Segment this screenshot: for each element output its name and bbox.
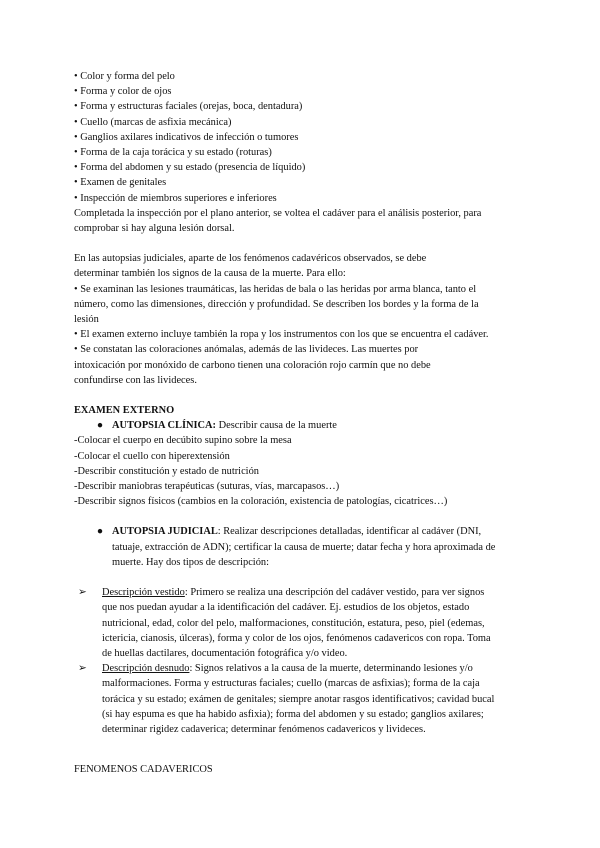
text-line: número, como las dimensiones, dirección y profundidad. Se describen los bordes y la forma de la (74, 298, 479, 310)
list-item: • Forma del abdomen y su estado (presencia de líquido) (74, 162, 306, 174)
list-item: -Describir constitución y estado de nutrición (74, 465, 259, 477)
text-line: • Se constatan las coloraciones anómalas, además de las livideces. Las muertes por (74, 344, 419, 356)
desnudo-text: : Signos relativos a la causa de la muerte, determinando lesiones y/o (189, 663, 473, 675)
text-line: comprobar si hay alguna lesión dorsal. (74, 223, 235, 235)
judicial-label: AUTOPSIA JUDICIAL (112, 526, 218, 538)
list-item: -Describir maniobras terapéuticas (suturas, vías, marcapasos…) (74, 481, 340, 493)
text-line: que nos puedan ayudar a la identificación del cadáver. Ej. estudios de los objetos, estado (102, 602, 470, 614)
bullet-icon: ● (96, 526, 104, 538)
arrow-bullet-icon: ➢ (78, 663, 87, 675)
vestido-label: Descripción vestido (102, 587, 185, 599)
section-heading-fenomenos: FENOMENOS CADAVERICOS (74, 764, 213, 776)
text-line: determinar también los signos de la causa de la muerte. Para ello: (74, 268, 346, 280)
desnudo-label: Descripción desnudo (102, 663, 190, 675)
section-heading-examen: EXAMEN EXTERNO (74, 405, 175, 417)
list-item: • Forma y estructuras faciales (orejas, boca, dentadura) (74, 101, 303, 113)
list-item: -Colocar el cuello con hiperextensión (74, 450, 230, 462)
spacer (74, 236, 526, 251)
document-page (74, 69, 526, 777)
text-line: malformaciones. Forma y estructuras faciales; cuello (marcas de asfixias); forma de la caja (102, 678, 480, 690)
text-line: intoxicación por monóxido de carbono tienen una coloración rojo carmín que no debe (74, 359, 431, 371)
text-line: ictericia, cianosis, úlceras), forma y color de los ojos, fenómenos cadavericos con ropa. Toma (102, 632, 491, 644)
clinica-items (74, 433, 526, 509)
text-line: de huellas dactilares, documentación fotográfica y/o video. (102, 647, 348, 659)
text-line: • El examen externo incluye también la ropa y los instrumentos con los que se encuentra el cadáver. (74, 329, 489, 341)
text-line: Completada la inspección por el plano anterior, se voltea el cadáver para el análisis posterior, para (74, 207, 482, 219)
list-item: • Examen de genitales (74, 177, 167, 189)
text-line: tatuaje, extracción de ADN); certificar la causa de muerte; datar fecha y hora aproximada de (112, 541, 496, 553)
text-line: nutricional, edad, color del pelo, malformaciones, constitución, estatura, peso, piel (edemas, (102, 617, 485, 629)
bullet-autopsia-judicial (88, 524, 526, 570)
arrow-item-vestido (78, 585, 526, 661)
text-line: torácica y su estado; exámen de genitales; siempre anotar rasgos identificativos; cavidad bucal (102, 693, 495, 705)
judicial-text: : Realizar descripciones detalladas, identificar al cadáver (DNI, (217, 526, 482, 538)
list-item: -Colocar el cuerpo en decúbito supino sobre la mesa (74, 435, 292, 447)
text-line: En las autopsias judiciales, aparte de los fenómenos cadavéricos observados, se debe (74, 253, 427, 265)
spacer (74, 737, 526, 752)
text-line: (si hay espuma es que ha habido asfixia); forma del abdomen y su estado; ganglios axilares; (102, 708, 484, 720)
text-line: determinar rigidez cadaverica; determinar fenómenos cadavericos y livideces. (102, 723, 426, 735)
inspection-list (74, 69, 526, 206)
bullet-icon: ● (96, 420, 104, 432)
list-item: • Color y forma del pelo (74, 71, 175, 82)
list-item: • Inspección de miembros superiores e inferiores (74, 192, 277, 204)
list-item: • Forma y color de ojos (74, 86, 172, 98)
text-line: muerte. Hay dos tipos de descripción: (112, 556, 269, 568)
list-item: • Forma de la caja torácica y su estado (roturas) (74, 147, 272, 159)
clinica-label: AUTOPSIA CLÍNICA: (112, 420, 217, 432)
text-line: confundirse con las livideces. (74, 374, 197, 386)
spacer (74, 570, 526, 585)
clinica-text: Describir causa de la muerte (216, 420, 337, 432)
text-line: lesión (74, 314, 99, 326)
list-item: • Cuello (marcas de asfixia mecánica) (74, 116, 232, 128)
vestido-text: : Primero se realiza una descripción del cadáver vestido, para ver signos (184, 587, 485, 599)
bullet-autopsia-clinica (88, 418, 526, 433)
list-item: -Describir signos físicos (cambios en la coloración, existencia de patologías, cicatrices…) (74, 496, 448, 508)
spacer (74, 752, 526, 762)
text-line: • Se examinan las lesiones traumáticas, las heridas de bala o las heridas por arma blanca, tanto el (74, 283, 477, 295)
arrow-item-desnudo (78, 661, 526, 737)
paragraph-posterior (74, 206, 526, 236)
arrow-bullet-icon: ➢ (78, 587, 87, 599)
spacer (74, 509, 526, 524)
paragraph-judiciales (74, 251, 526, 388)
spacer (74, 388, 526, 403)
list-item: • Ganglios axilares indicativos de infección o tumores (74, 131, 299, 143)
